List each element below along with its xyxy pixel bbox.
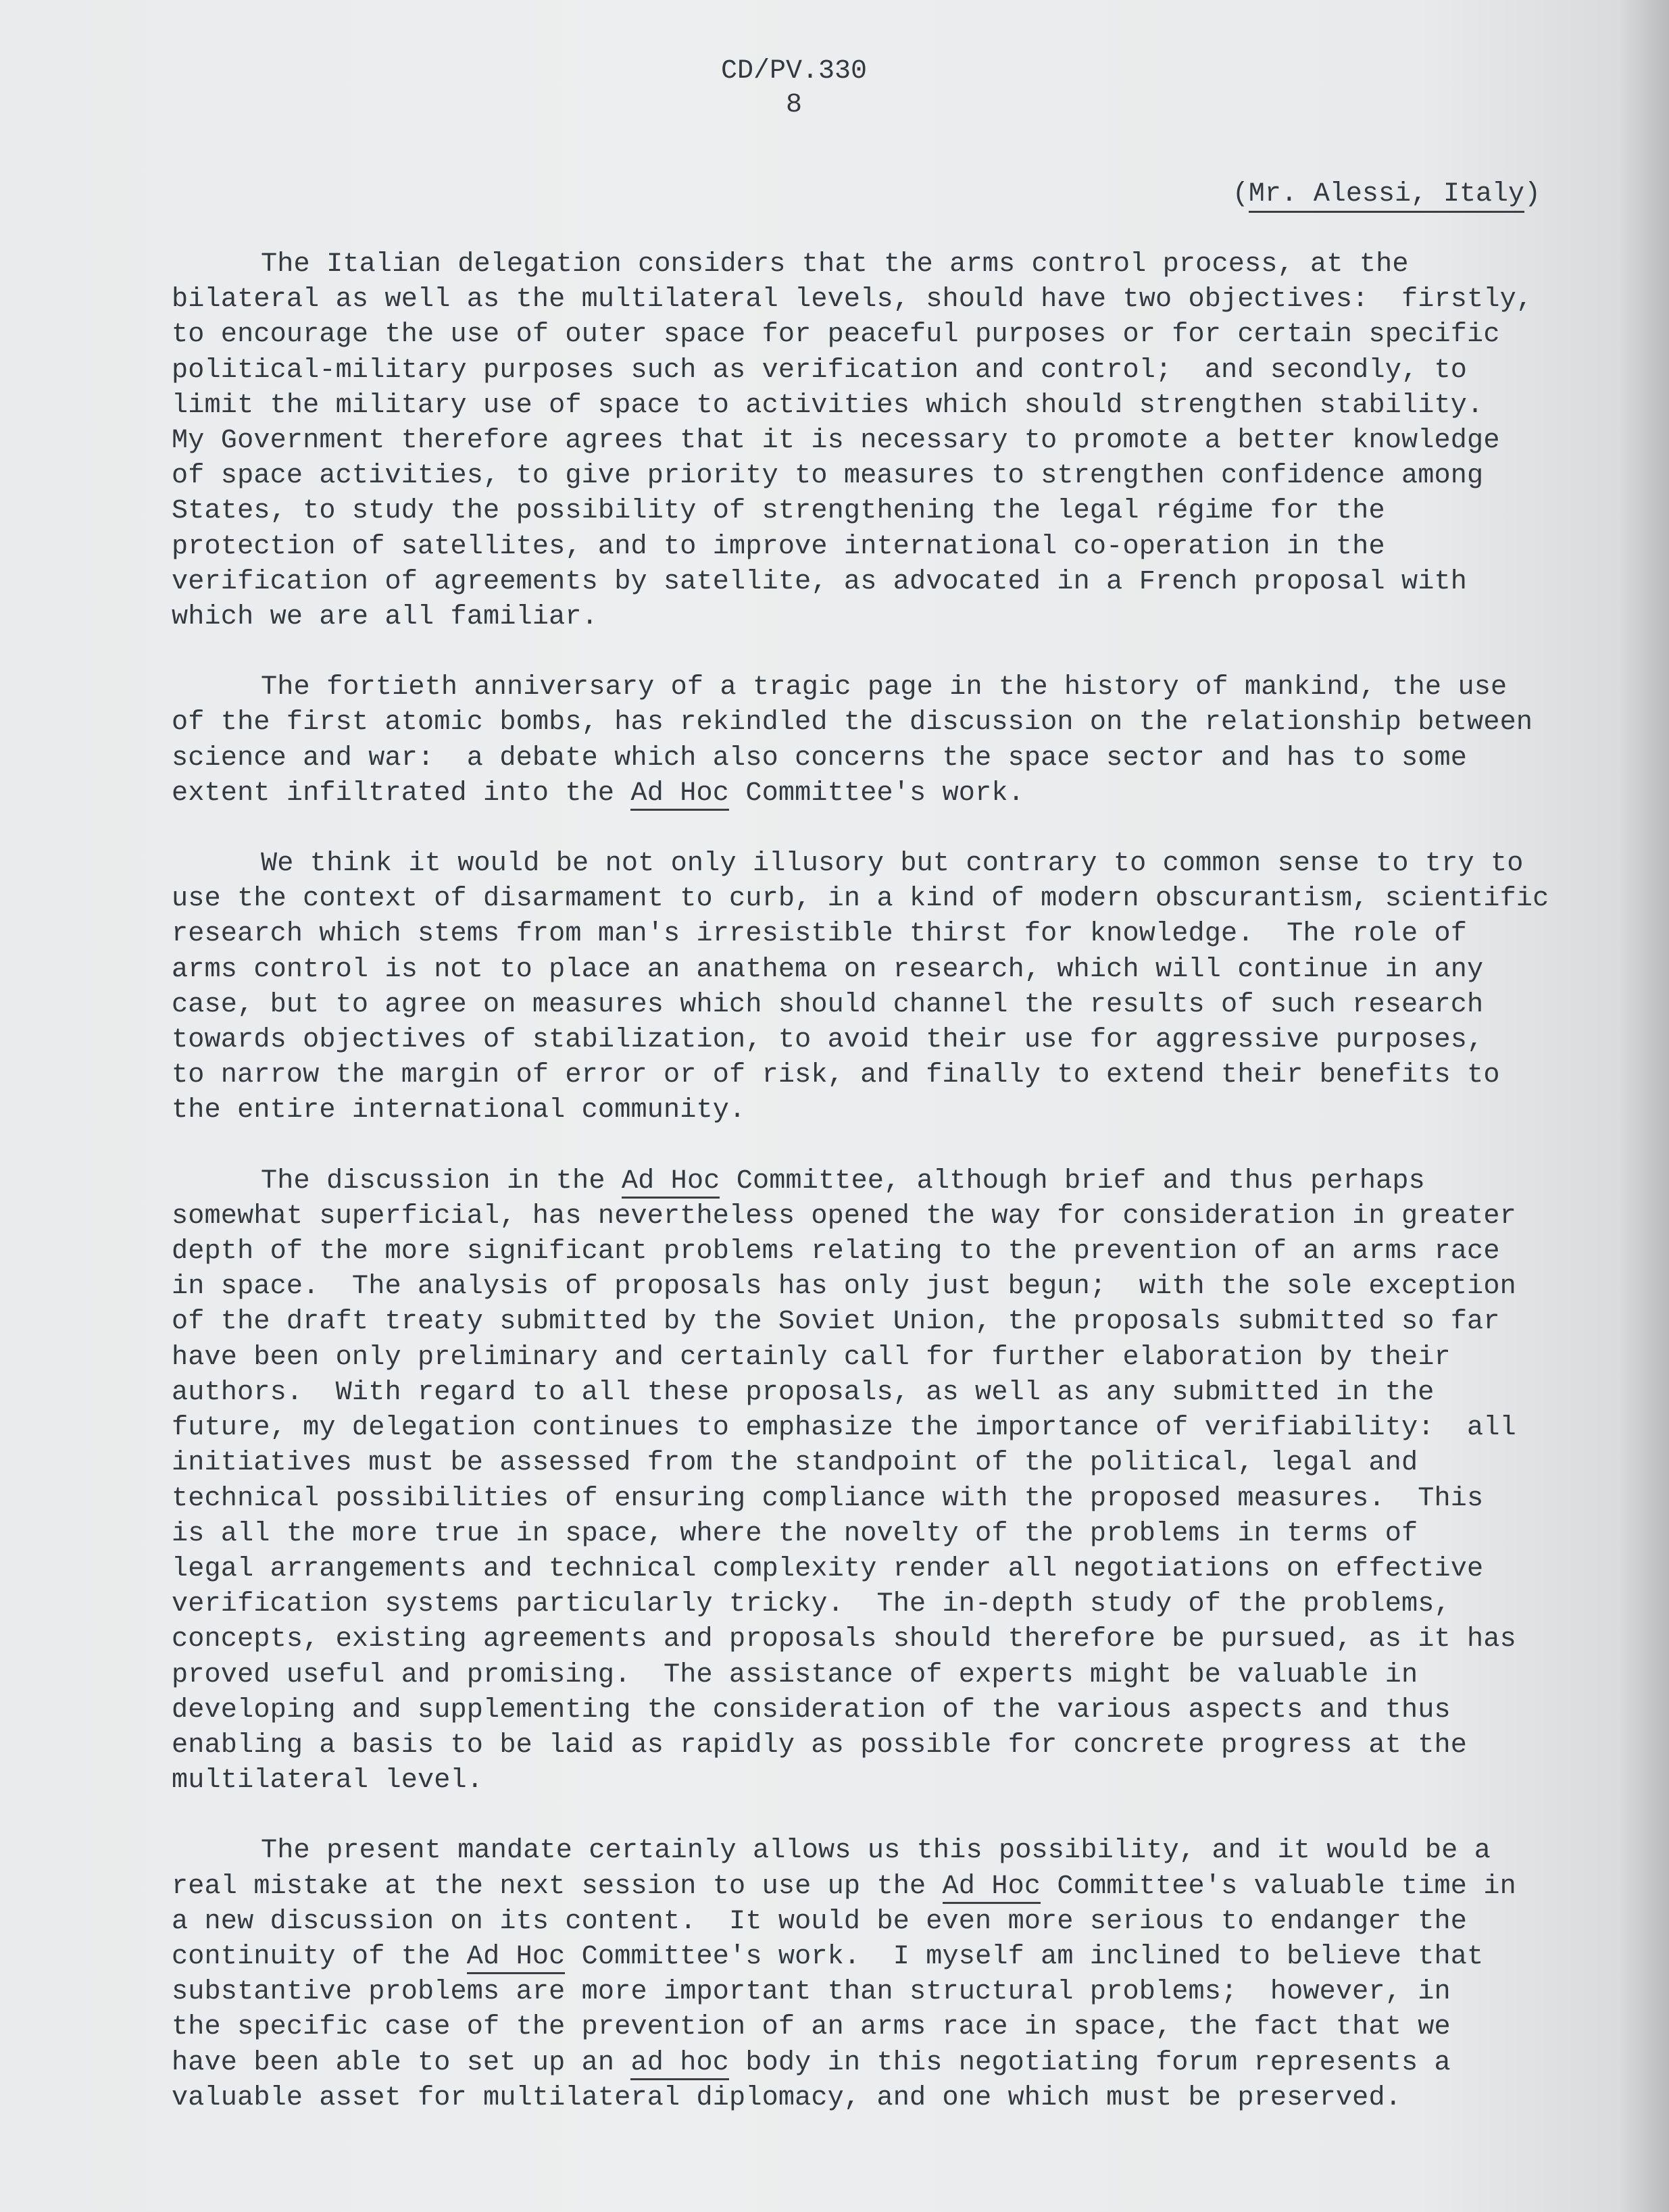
text-line: have been only preliminary and certainly call for further elaboration by their — [172, 1342, 1451, 1373]
speaker-open-paren: ( — [1232, 179, 1249, 209]
text-line: substantive problems are more important than structural problems; however, in — [172, 1977, 1451, 2008]
text-line: verification of agreements by satellite, as advocated in a French proposal with — [172, 566, 1468, 597]
text-segment: Committee's work. — [729, 778, 1024, 809]
text-line: verification systems particularly tricky. The in-depth study of the problems, — [172, 1589, 1451, 1620]
text-line: States, to study the possibility of strengthening the legal régime for the — [172, 496, 1385, 527]
text-line — [172, 2046, 1645, 2081]
text-line: valuable asset for multilateral diplomacy, and one which must be preserved. — [172, 2082, 1401, 2113]
paragraph-1 — [172, 247, 1645, 635]
text-line: arms control is not to place an anathema on research, which will continue in any — [172, 954, 1484, 985]
text-line: We think it would be not only illusory but contrary to common sense to try to — [261, 849, 1524, 880]
text-line: technical possibilities of ensuring compliance with the proposed measures. This — [172, 1483, 1484, 1514]
text-line: concepts, existing agreements and proposals should therefore be pursued, as it has — [172, 1624, 1516, 1655]
text-line: The present mandate certainly allows us this possibility, and it would be a — [261, 1836, 1491, 1867]
text-line: My Government therefore agrees that it is necessary to promote a better knowledge — [172, 426, 1500, 457]
text-line: proved useful and promising. The assistance of experts might be valuable in — [172, 1659, 1418, 1690]
paragraph-2 — [172, 670, 1645, 811]
paragraph-3 — [172, 847, 1645, 1129]
text-line: of space activities, to give priority to measures to strengthen confidence among — [172, 461, 1484, 492]
text-line: the specific case of the prevention of an arms race in space, the fact that we — [172, 2012, 1451, 2043]
text-line — [172, 776, 1645, 811]
statement-body — [172, 247, 1645, 2151]
ad-hoc-underlined: Ad Hoc — [943, 1871, 1041, 1904]
text-line: to encourage the use of outer space for peaceful purposes or for certain specific — [172, 320, 1500, 351]
text-line: to narrow the margin of error or of risk, and finally to extend their benefits to — [172, 1060, 1500, 1091]
text-line: limit the military use of space to activities which should strengthen stability. — [172, 390, 1484, 421]
text-segment: have been able to set up an — [172, 2047, 631, 2078]
ad-hoc-underlined: Ad Hoc — [630, 778, 729, 811]
text-line: initiatives must be assessed from the standpoint of the political, legal and — [172, 1448, 1418, 1479]
text-line: of the draft treaty submitted by the Soviet Union, the proposals submitted so far — [172, 1307, 1500, 1338]
text-line: multilateral level. — [172, 1765, 484, 1796]
text-line: depth of the more significant problems relating to the prevention of an arms race — [172, 1236, 1500, 1267]
page-number: 8 — [785, 90, 802, 120]
text-line: enabling a basis to be laid as rapidly as possible for concrete progress at the — [172, 1730, 1468, 1761]
text-line: the entire international community. — [172, 1095, 746, 1126]
text-segment: The discussion in the — [261, 1165, 622, 1197]
ad-hoc-underlined: ad hoc — [630, 2048, 729, 2080]
text-line: which we are all familiar. — [172, 602, 598, 633]
text-line: authors. With regard to all these proposals, as well as any submitted in the — [172, 1377, 1435, 1408]
text-segment: Committee, although brief and thus perhaps — [720, 1165, 1425, 1197]
text-segment: extent infiltrated into the — [172, 778, 631, 809]
text-line: protection of satellites, and to improve international co-operation in the — [172, 531, 1385, 562]
text-segment: continuity of the — [172, 1941, 467, 1972]
paragraph-4 — [172, 1164, 1645, 1799]
text-line: bilateral as well as the multilateral levels, should have two objectives: firstly, — [172, 284, 1533, 316]
document-symbol: CD/PV.330 — [720, 56, 868, 86]
text-line: research which stems from man's irresistible thirst for knowledge. The role of — [172, 919, 1468, 950]
ad-hoc-underlined: Ad Hoc — [467, 1942, 566, 1974]
text-segment: Committee's valuable time in — [1041, 1871, 1516, 1902]
speaker-attribution — [1232, 177, 1541, 212]
text-line — [172, 1164, 1645, 1199]
text-line: of the first atomic bombs, has rekindled the discussion on the relationship between — [172, 707, 1533, 738]
text-line — [172, 1869, 1645, 1905]
text-segment: real mistake at the next session to use up the — [172, 1871, 943, 1902]
paragraph-5 — [172, 1834, 1645, 2116]
text-line: somewhat superficial, has nevertheless opened the way for consideration in greater — [172, 1201, 1516, 1232]
text-line: a new discussion on its content. It would be even more serious to endanger the — [172, 1906, 1468, 1937]
speaker-close-paren: ) — [1524, 179, 1541, 209]
text-segment: body in this negotiating forum represents a — [729, 2047, 1451, 2078]
speaker-name: Mr. Alessi, Italy — [1249, 179, 1524, 213]
text-line: future, my delegation continues to emphasize the importance of verifiability: all — [172, 1413, 1516, 1444]
text-line: science and war: a debate which also concerns the space sector and has to some — [172, 743, 1468, 774]
ad-hoc-underlined: Ad Hoc — [622, 1166, 720, 1199]
text-line: towards objectives of stabilization, to avoid their use for aggressive purposes, — [172, 1025, 1484, 1056]
text-line: in space. The analysis of proposals has only just begun; with the sole exception — [172, 1272, 1516, 1303]
text-line: use the context of disarmament to curb, in a kind of modern obscurantism, scientific — [172, 884, 1549, 915]
text-line: is all the more true in space, where the novelty of the problems in terms of — [172, 1518, 1418, 1549]
text-segment: Committee's work. I myself am inclined to believe that — [565, 1941, 1484, 1972]
text-line: The Italian delegation considers that the arms control process, at the — [261, 249, 1409, 280]
text-line: The fortieth anniversary of a tragic page in the history of mankind, the use — [261, 672, 1508, 703]
text-line: political-military purposes such as verification and control; and secondly, to — [172, 355, 1468, 386]
text-line: legal arrangements and technical complexity render all negotiations on effective — [172, 1553, 1484, 1584]
text-line — [172, 1940, 1645, 1975]
text-line: developing and supplementing the consideration of the various aspects and thus — [172, 1694, 1451, 1726]
text-line: case, but to agree on measures which should channel the results of such research — [172, 989, 1484, 1020]
